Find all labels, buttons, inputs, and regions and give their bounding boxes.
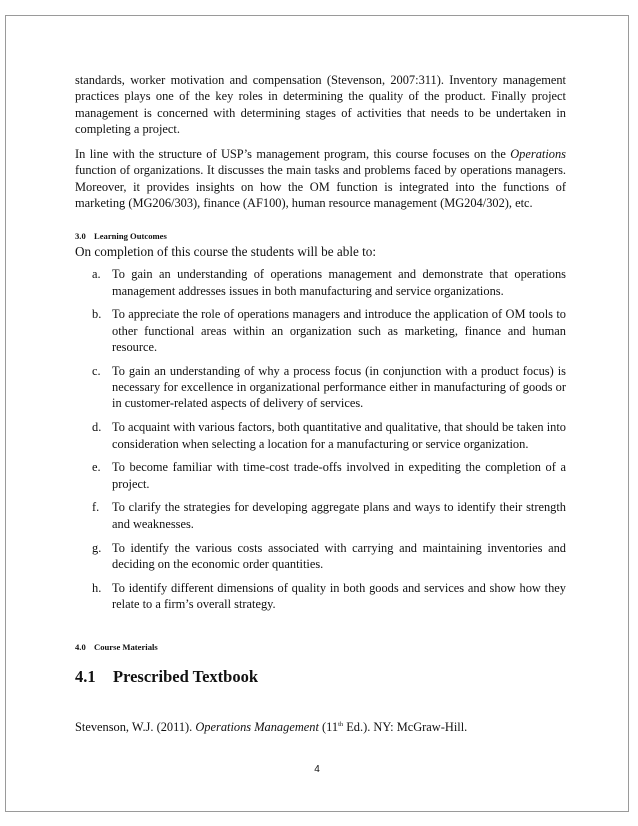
list-item-text: To become familiar with time-cost trade-offs involved in expediting the completion of a project. (112, 460, 566, 491)
list-item (75, 266, 566, 299)
list-item (75, 580, 566, 613)
section-heading-learning-outcomes (75, 231, 566, 242)
list-item-text: To gain an understanding of operations management and demonstrate that operations management addresses issues in both manufacturing and service organizations. (112, 267, 566, 298)
learning-outcomes-list (75, 266, 566, 612)
section-heading-course-materials (75, 642, 566, 653)
list-item (75, 499, 566, 532)
textbook-reference (75, 719, 566, 735)
list-item (75, 459, 566, 492)
list-item-letter: c. (92, 363, 101, 378)
reference-text: Ed.). NY: McGraw-Hill. (343, 720, 468, 735)
list-item (75, 540, 566, 573)
paragraph-text: function of organizations. It discusses the main tasks and problems faced by operations managers. Moreover, it provides insights on how the OM function is integrated into the functions of marketing (MG206/303), finance (AF100), human resource management (MG204/302), etc. (75, 163, 566, 211)
list-item-letter: b. (92, 307, 102, 322)
emphasis-text: Operations (510, 147, 566, 162)
list-item-text: To identify different dimensions of quality in both goods and services and show how they relate to a firm’s overall strategy. (112, 580, 566, 611)
paragraph-intro: standards, worker motivation and compensation (Stevenson, 2007:311). Inventory management practices plays one of the key roles in determining the quality of the product. Finally project management is concerned with determining stages of activities that needs to be undertaken in completing a project. (75, 73, 566, 136)
paragraph-course-focus (75, 146, 566, 211)
list-item-text: To gain an understanding of why a process focus (in conjunction with a product focus) is necessary for excellence in organizational performance either in manufacturing of goods or in customer-related aspects of delivery of services. (112, 363, 566, 411)
list-item-letter: f. (92, 500, 100, 515)
reference-superscript: th (338, 721, 344, 729)
list-item-letter: e. (92, 460, 101, 475)
subsection-heading-prescribed-textbook (75, 667, 566, 687)
section-title: Course Materials (94, 642, 158, 653)
list-item-letter: d. (92, 420, 102, 435)
section-title: Learning Outcomes (94, 231, 167, 242)
reference-book-title: Operations Management (195, 720, 319, 735)
subsection-number: 4.1 (75, 667, 96, 687)
list-item-text: To acquaint with various factors, both quantitative and qualitative, that should be taken into consideration when selecting a location for a manufacturing or service organization. (112, 420, 566, 451)
paragraph-text: In line with the structure of USP’s management program, this course focuses on the (75, 147, 511, 162)
reference-text: Stevenson, W.J. (2011). (75, 720, 196, 735)
list-item (75, 306, 566, 355)
page-content (75, 72, 566, 736)
list-item-text: To identify the various costs associated with carrying and maintaining inventories and deciding on the economic order quantities. (112, 540, 566, 571)
reference-text: (11 (318, 720, 339, 735)
outcomes-intro: On completion of this course the students will be able to: (75, 244, 377, 260)
subsection-title: Prescribed Textbook (113, 667, 258, 687)
section-number: 3.0 (75, 231, 86, 242)
list-item (75, 363, 566, 412)
document-page (5, 15, 629, 812)
list-item (75, 419, 566, 452)
list-item-text: To appreciate the role of operations managers and introduce the application of OM tools to other functional areas within an organization such as marketing, finance and human resource. (112, 307, 566, 355)
list-item-letter: a. (92, 267, 101, 282)
list-item-text: To clarify the strategies for developing aggregate plans and ways to identify their strength and weaknesses. (112, 500, 566, 531)
list-item-letter: h. (92, 580, 102, 595)
list-item-letter: g. (92, 540, 102, 555)
section-number: 4.0 (75, 642, 86, 653)
page-number: 4 (314, 764, 320, 775)
